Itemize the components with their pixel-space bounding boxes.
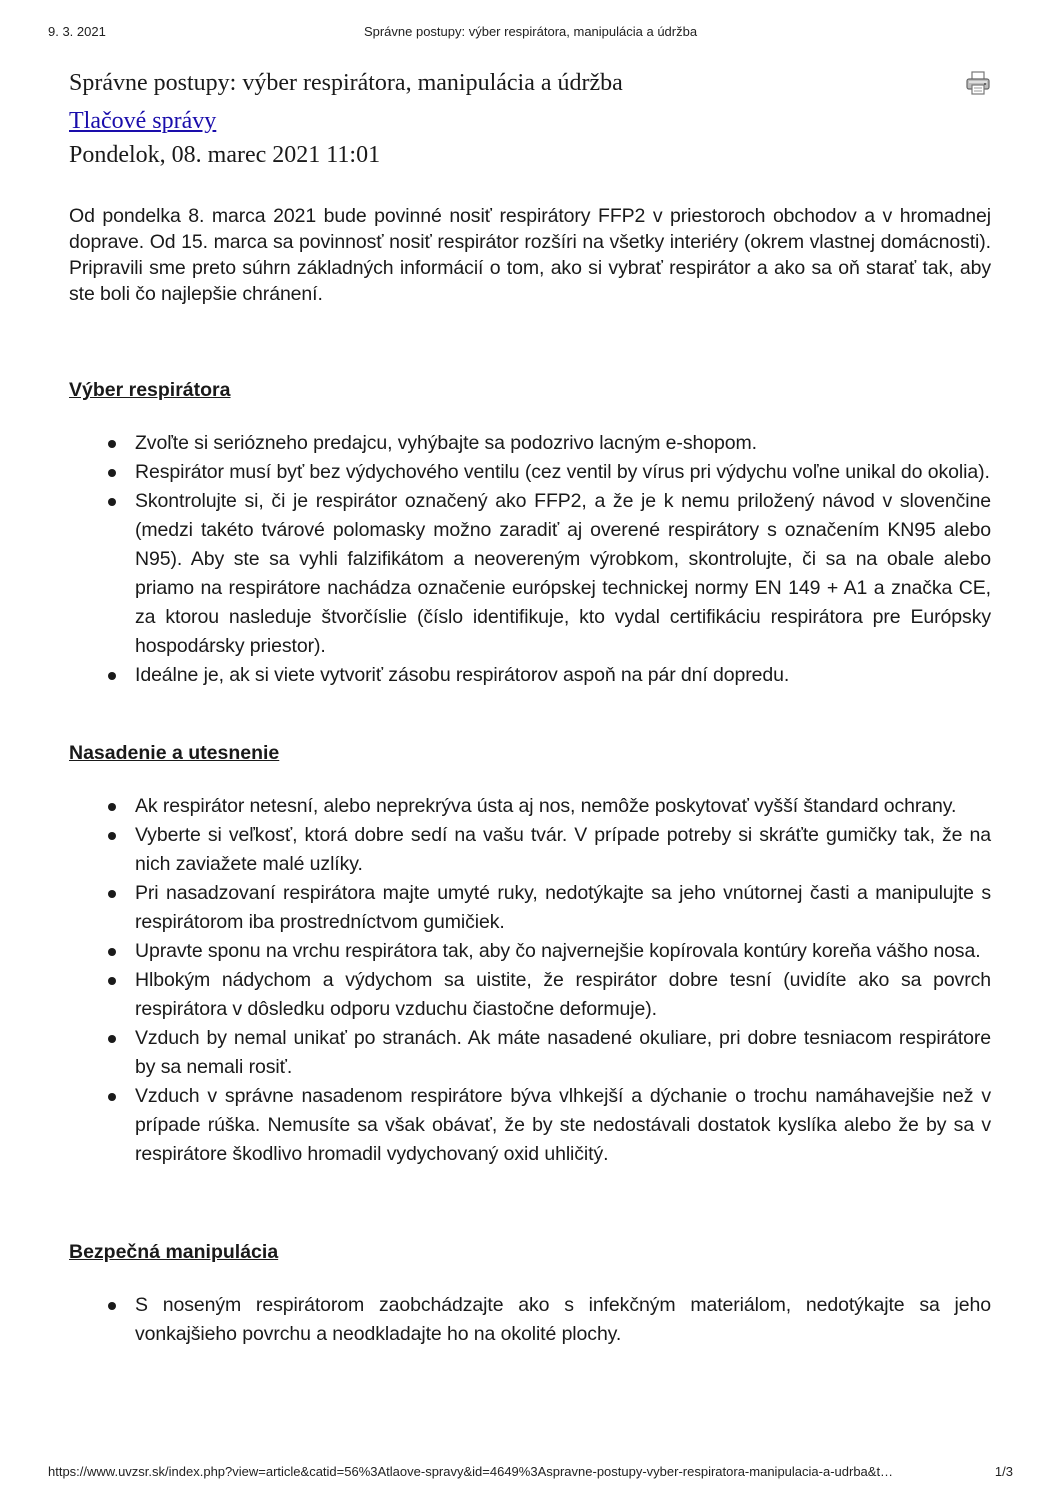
intro-paragraph: Od pondelka 8. marca 2021 bude povinné nosiť respirátory FFP2 v priestoroch obchodov a v hromadnej doprave. Od 15. marca sa povinnosť nosiť respirátor rozšíri na všetky interiéry (okrem vlastnej domácnosti). Pripravili sme preto súhrn základných informácií o tom, ako si vybrať respirátor a ako sa oň starať tak, aby ste boli čo najlepšie chránení. [69, 205, 991, 305]
list-item: Vyberte si veľkosť, ktorá dobre sedí na vašu tvár. V prípade potreby si skráťte gumičky tak, že na nich zaviažete malé uzlíky. [135, 821, 991, 879]
page-number: 1/3 [994, 1464, 1013, 1479]
list-item: Vzduch v správne nasadenom respirátore býva vlhkejší a dýchanie o trochu namáhavejšie než v prípade rúška. Nemusíte sa však obávať, že by ste nedostávali dostatok kyslíka alebo že by sa v respirátore škodlivo hromadil vydychovaný oxid uhličitý. [135, 1082, 991, 1169]
list-item: Ak respirátor netesní, alebo neprekrýva ústa aj nos, nemôže poskytovať vyšší štandard ochrany. [135, 792, 991, 821]
list-item: Zvoľte si seriózneho predajcu, vyhýbajte sa podozrivo lacným e-shopom. [135, 429, 991, 458]
section-heading-fitting: Nasadenie a utesnenie [69, 742, 280, 764]
article-title: Správne postupy: výber respirátora, manipulácia a údržba [69, 70, 623, 96]
print-page-title: Správne postupy: výber respirátora, manipulácia a údržba [363, 24, 698, 39]
publish-date: Pondelok, 08. marec 2021 11:01 [69, 142, 381, 168]
list-item: Hlbokým nádychom a výdychom sa uistite, že respirátor dobre tesní (uvidíte ako sa povrch respirátora v dôsledku odporu vzduchu čiastočne deformuje). [135, 966, 991, 1024]
print-footer [48, 1464, 1013, 1484]
section-heading-selection: Výber respirátora [69, 379, 231, 401]
printer-icon[interactable] [965, 70, 991, 96]
article [69, 66, 991, 1349]
selection-list [69, 429, 991, 690]
print-date: 9. 3. 2021 [48, 24, 106, 39]
fitting-list [69, 792, 991, 1169]
page-url: https://www.uvzsr.sk/index.php?view=article&catid=56%3Atlaove-spravy&id=4649%3Aspravne-postupy-vyber-respiratora-manipulacia-a-udrba&t… [48, 1464, 894, 1479]
list-item: S noseným respirátorom zaobchádzajte ako s infekčným materiálom, nedotýkajte sa jeho vonkajšieho povrchu a neodkladajte ho na okolité plochy. [135, 1291, 991, 1349]
category-link[interactable]: Tlačové správy [69, 108, 217, 134]
handling-list [69, 1291, 991, 1349]
section-heading-handling: Bezpečná manipulácia [69, 1241, 279, 1263]
list-item: Skontrolujte si, či je respirátor označený ako FFP2, a že je k nemu priložený návod v slovenčine (medzi takéto tvárové polomasky možno zaradiť aj overené respirátory s označením KN95 alebo N95). Aby ste sa vyhli falzifikátom a neovereným výrobkom, skontrolujte, či sa na obale alebo priamo na respirátore nachádza označenie európskej technickej normy EN 149 + A1 a značka CE, za ktorou nasleduje štvorčíslie (číslo identifikuje, kto vydal certifikáciu respirátora pre Európsky hospodársky priestor). [135, 487, 991, 661]
print-header [48, 24, 1013, 44]
list-item: Ideálne je, ak si viete vytvoriť zásobu respirátorov aspoň na pár dní dopredu. [135, 661, 991, 690]
list-item: Upravte sponu na vrchu respirátora tak, aby čo najvernejšie kopírovala kontúry koreňa vášho nosa. [135, 937, 991, 966]
list-item: Vzduch by nemal unikať po stranách. Ak máte nasadené okuliare, pri dobre tesniacom respirátore by sa nemali rosiť. [135, 1024, 991, 1082]
list-item: Respirátor musí byť bez výdychového ventilu (cez ventil by vírus pri výdychu voľne unikal do okolia). [135, 458, 991, 487]
list-item: Pri nasadzovaní respirátora majte umyté ruky, nedotýkajte sa jeho vnútornej časti a manipulujte s respirátorom iba prostredníctvom gumičiek. [135, 879, 991, 937]
